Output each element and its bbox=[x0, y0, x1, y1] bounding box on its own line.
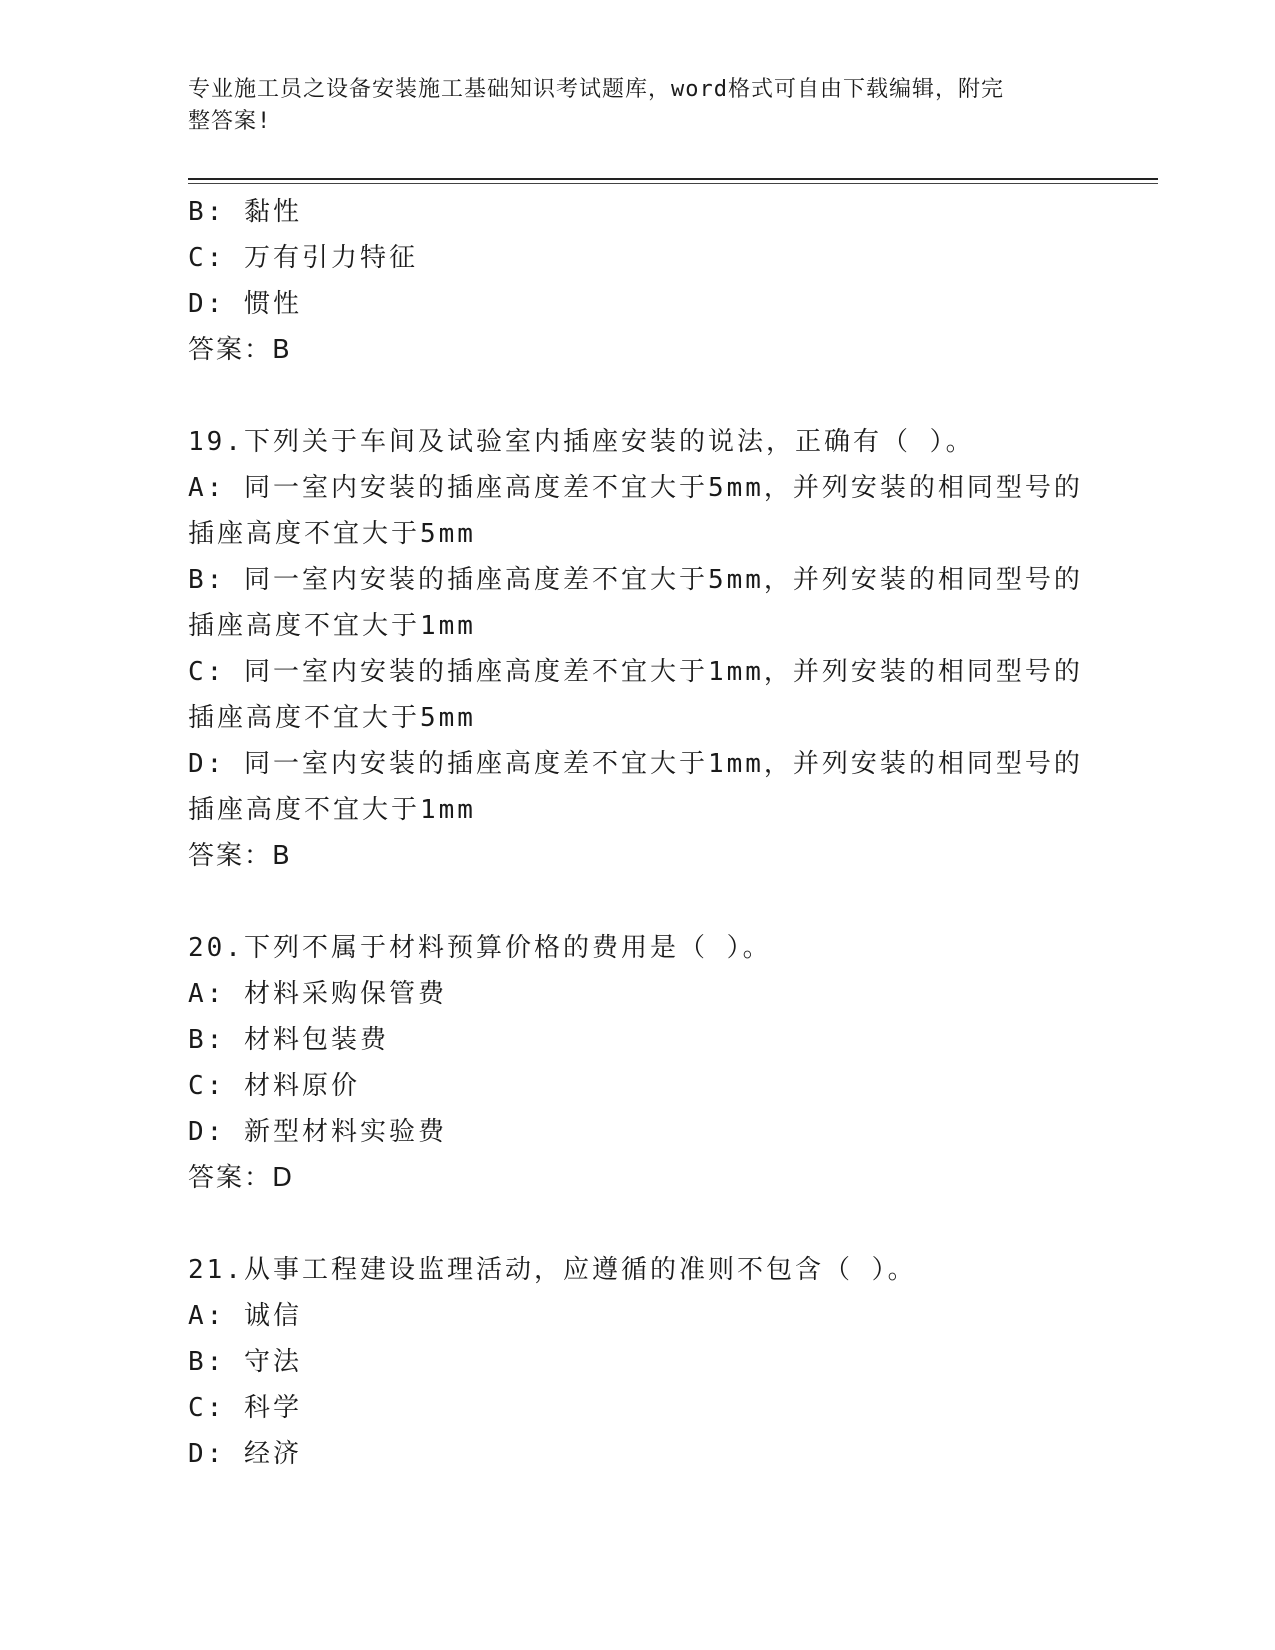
option-d-line-2: 插座高度不宜大于1mm bbox=[188, 795, 476, 825]
answer-line: 答案：B bbox=[188, 841, 292, 871]
header-line-1: 专业施工员之设备安装施工基础知识考试题库，word格式可自由下载编辑，附完 bbox=[188, 77, 1004, 102]
spacer bbox=[188, 1201, 1088, 1247]
option-a-line-2: 插座高度不宜大于5mm bbox=[188, 519, 476, 549]
question-list bbox=[188, 189, 1088, 1477]
option-c-line-1: C: 同一室内安装的插座高度差不宜大于1mm，并列安装的相同型号的 bbox=[188, 657, 1083, 687]
question-20 bbox=[188, 925, 1088, 1201]
option-c: C: 万有引力特征 bbox=[188, 243, 418, 273]
option-a: A: 诚信 bbox=[188, 1301, 302, 1331]
option-d: D: 新型材料实验费 bbox=[188, 1117, 447, 1147]
question-18-tail bbox=[188, 189, 1088, 373]
header-divider-thin bbox=[188, 183, 1158, 184]
option-b-line-2: 插座高度不宜大于1mm bbox=[188, 611, 476, 641]
option-b-line-1: B: 同一室内安装的插座高度差不宜大于5mm，并列安装的相同型号的 bbox=[188, 565, 1083, 595]
option-b: B: 守法 bbox=[188, 1347, 302, 1377]
answer-line: 答案：B bbox=[188, 335, 292, 365]
question-title: 19.下列关于车间及试验室内插座安装的说法，正确有（ ）。 bbox=[188, 427, 975, 457]
option-d: D: 惯性 bbox=[188, 289, 302, 319]
option-b: B: 黏性 bbox=[188, 197, 302, 227]
option-c: C: 材料原价 bbox=[188, 1071, 360, 1101]
option-b: B: 材料包装费 bbox=[188, 1025, 389, 1055]
option-d-line-1: D: 同一室内安装的插座高度差不宜大于1mm，并列安装的相同型号的 bbox=[188, 749, 1083, 779]
option-d: D: 经济 bbox=[188, 1439, 302, 1469]
answer-line: 答案：D bbox=[188, 1163, 295, 1193]
question-19 bbox=[188, 419, 1088, 879]
header-line-2: 整答案! bbox=[188, 109, 272, 134]
option-a-line-1: A: 同一室内安装的插座高度差不宜大于5mm，并列安装的相同型号的 bbox=[188, 473, 1083, 503]
document-header bbox=[188, 74, 1068, 138]
option-c: C: 科学 bbox=[188, 1393, 302, 1423]
header-divider-thick bbox=[188, 178, 1158, 180]
spacer bbox=[188, 373, 1088, 419]
question-title: 21.从事工程建设监理活动，应遵循的准则不包含（ ）。 bbox=[188, 1255, 917, 1285]
option-a: A: 材料采购保管费 bbox=[188, 979, 447, 1009]
question-21 bbox=[188, 1247, 1088, 1477]
question-title: 20.下列不属于材料预算价格的费用是（ ）。 bbox=[188, 933, 772, 963]
spacer bbox=[188, 879, 1088, 925]
option-c-line-2: 插座高度不宜大于5mm bbox=[188, 703, 476, 733]
